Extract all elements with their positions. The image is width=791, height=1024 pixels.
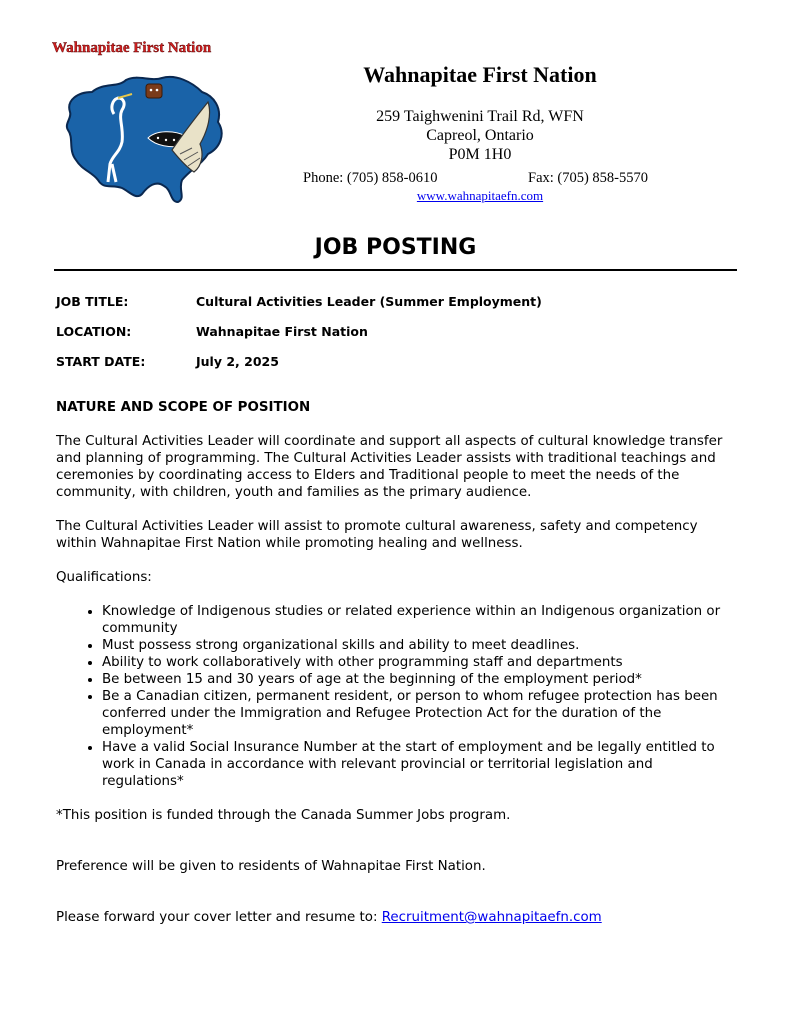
qualifications-list — [56, 603, 736, 790]
job-title-value: Cultural Activities Leader (Summer Employment) — [196, 294, 542, 309]
page-title: JOB POSTING — [314, 235, 477, 260]
list-item: • Be a Canadian citizen, permanent resident, or person to whom refugee protection has been conferred under the Immigration and Refugee Protection Act for the duration of the employment* — [102, 688, 736, 739]
address-line-2: Capreol, Ontario — [426, 127, 534, 144]
description-paragraph-1: The Cultural Activities Leader will coordinate and support all aspects of cultural knowledge transfer and planning of programming. The Cultural Activities Leader assists with traditional teachings and ceremonies by coordinating access to Elders and Traditional people to meet the needs of the community, with children, youth and families as the primary audience. — [56, 434, 723, 500]
qualifications-label: Qualifications: — [56, 570, 152, 585]
list-item: • Be between 15 and 30 years of age at the beginning of the employment period* — [102, 671, 736, 688]
funding-note: *This position is funded through the Canada Summer Jobs program. — [56, 808, 511, 823]
location-value: Wahnapitae First Nation — [196, 324, 368, 339]
location-label: LOCATION: — [56, 324, 132, 339]
list-item: • Must possess strong organizational skills and ability to meet deadlines. — [102, 637, 736, 654]
title-divider — [54, 269, 737, 271]
start-date-label: START DATE: — [56, 354, 146, 369]
forward-text: Please forward your cover letter and resume to: — [56, 910, 382, 925]
description-paragraph-2: The Cultural Activities Leader will assist to promote cultural awareness, safety and competency within Wahnapitae First Nation while promoting healing and wellness. — [56, 519, 698, 551]
website-link[interactable]: www.wahnapitaefn.com — [416, 188, 544, 203]
list-item: • Have a valid Social Insurance Number at the start of employment and be legally entitled to work in Canada in accordance with relevant provincial or territorial legislation and regulations* — [102, 739, 736, 790]
logo-text: Wahnapitae First Nation — [52, 40, 212, 56]
phone-number: Phone: (705) 858-0610 — [303, 170, 438, 186]
organization-name: Wahnapitae First Nation — [363, 62, 597, 87]
preference-note: Preference will be given to residents of Wahnapitae First Nation. — [56, 859, 486, 874]
start-date-value: July 2, 2025 — [196, 354, 279, 369]
job-title-label: JOB TITLE: — [56, 294, 129, 309]
fax-number: Fax: (705) 858-5570 — [528, 170, 649, 186]
application-instructions — [56, 909, 736, 926]
list-item: • Knowledge of Indigenous studies or related experience within an Indigenous organization or community — [102, 603, 736, 637]
recruitment-email-link[interactable]: Recruitment@wahnapitaefn.com — [381, 910, 602, 925]
address-line-1: 259 Taighwenini Trail Rd, WFN — [376, 108, 584, 125]
list-item: • Ability to work collaboratively with other programming staff and departments — [102, 654, 736, 671]
section-heading: NATURE AND SCOPE OF POSITION — [56, 400, 311, 415]
organization-logo — [52, 40, 242, 204]
address-line-3: P0M 1H0 — [448, 146, 512, 163]
posting-body — [56, 399, 736, 926]
